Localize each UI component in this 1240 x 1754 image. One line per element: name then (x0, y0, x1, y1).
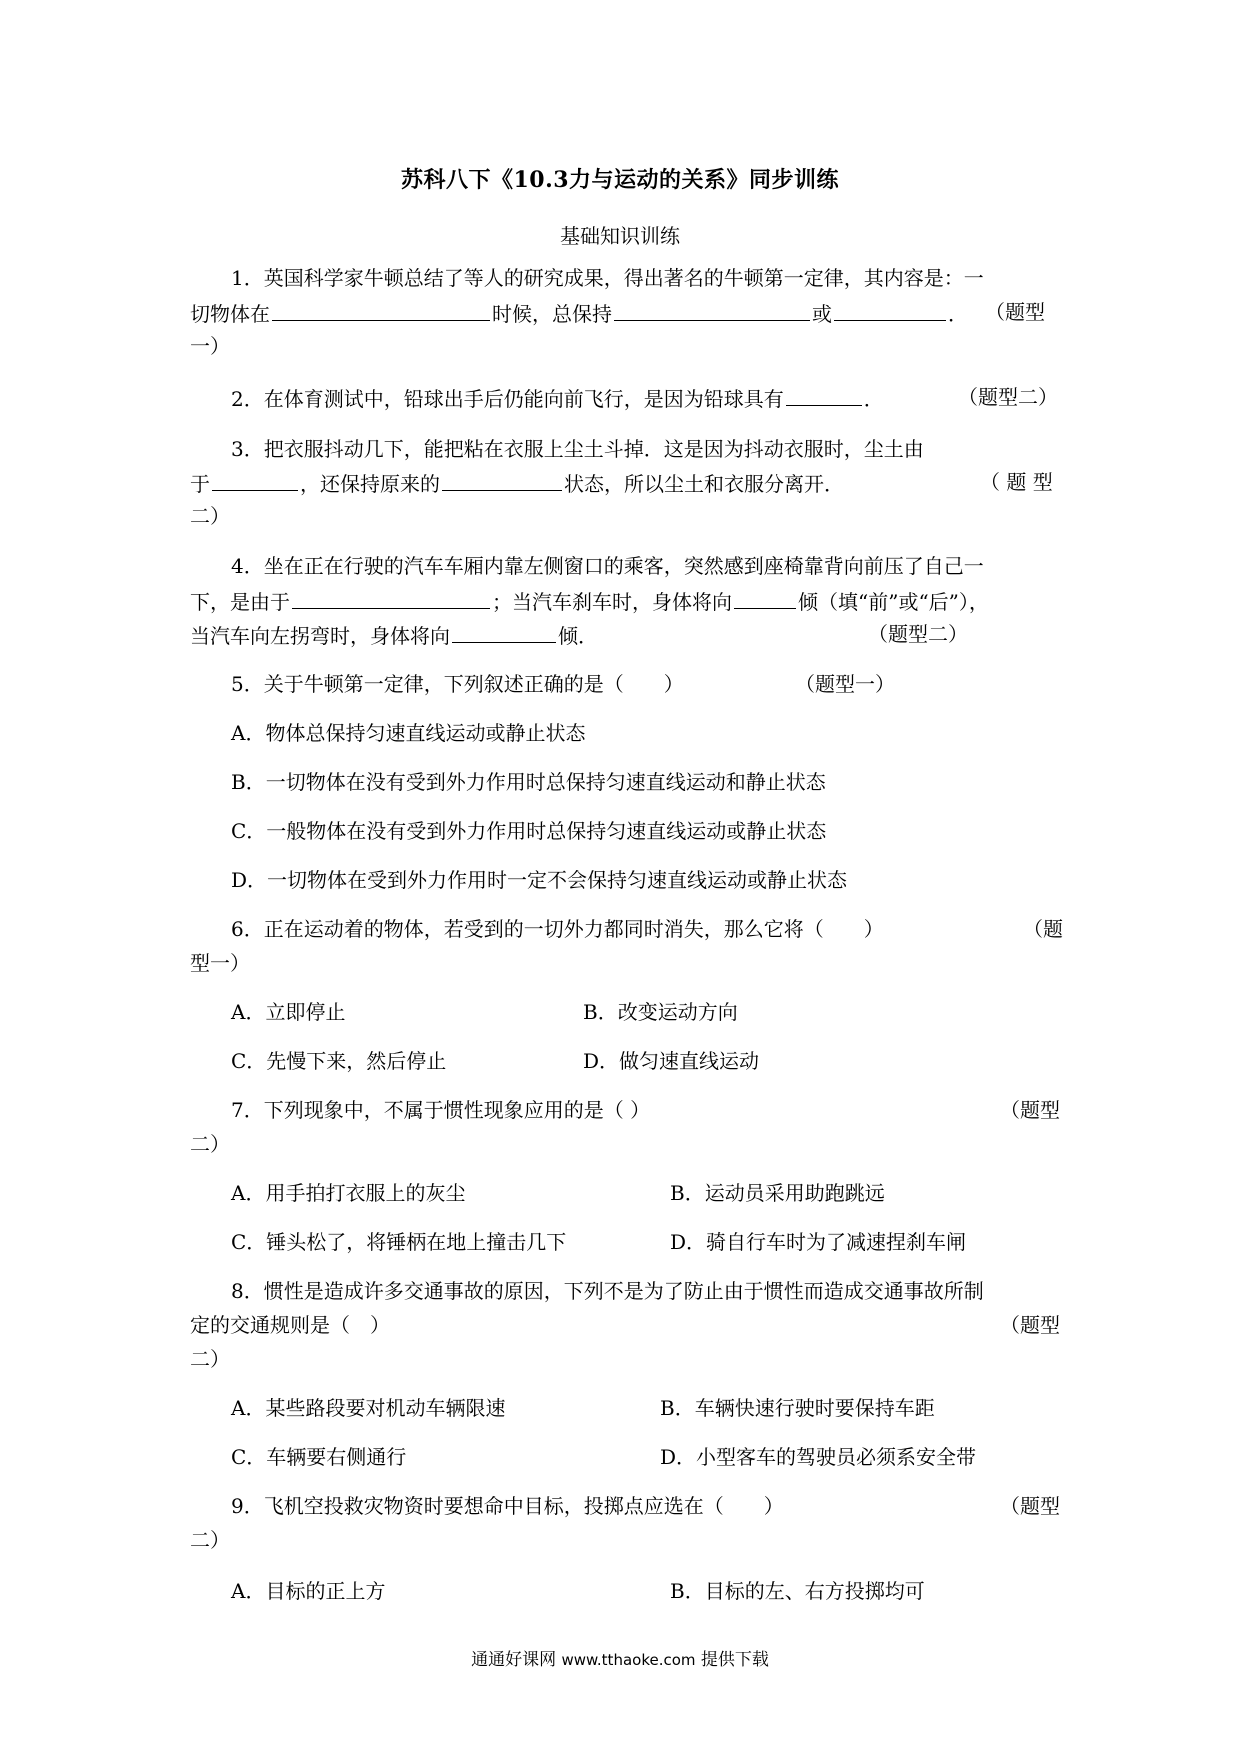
q6-option-c: C．先慢下来，然后停止 (231, 1049, 447, 1073)
q5-option-d: D．一切物体在受到外力作用时一定不会保持匀速直线运动或静止状态 (231, 868, 848, 892)
q7-option-b: B．运动员采用助跑跳远 (670, 1181, 885, 1205)
q3-type-tag-cont: 二） (190, 504, 230, 528)
q3-type-tag: （ 题 型 (980, 470, 1053, 494)
q3-text-c: 状态，所以尘土和衣服分离开． (564, 472, 844, 496)
q9-type-tag: （题型 (1000, 1494, 1060, 1518)
q5-option-b: B．一切物体在没有受到外力作用时总保持匀速直线运动和静止状态 (231, 770, 826, 794)
q8-type-tag-cont: 二） (190, 1347, 230, 1371)
q1-text-c: 或 (812, 302, 832, 326)
q5-option-c: C．一般物体在没有受到外力作用时总保持匀速直线运动或静止状态 (231, 819, 827, 843)
q1-text-d: ． (948, 302, 968, 326)
page-footer (0, 1645, 1240, 1670)
q4-line3 (190, 620, 598, 650)
q3-blank-1[interactable] (212, 468, 298, 491)
q1-type-tag: （题型 (985, 300, 1045, 324)
q4-blank-3[interactable] (452, 620, 556, 643)
q6-stem: 6．正在运动着的物体，若受到的一切外力都同时消失，那么它将（ ） (231, 917, 884, 941)
q8-option-a: A．某些路段要对机动车辆限速 (231, 1396, 506, 1420)
q8-line1: 8．惯性是造成许多交通事故的原因，下列不是为了防止由于惯性而造成交通事故所制 (231, 1279, 984, 1303)
q1-text-a: 切物体在 (190, 302, 270, 326)
q3-line1: 3．把衣服抖动几下，能把粘在衣服上尘土斗掉．这是因为抖动衣服时，尘土由 (231, 437, 924, 461)
q6-option-a: A．立即停止 (231, 1000, 346, 1024)
q2-blank-1[interactable] (786, 383, 862, 406)
q7-type-tag: （题型 (1000, 1098, 1060, 1122)
q9-stem: 9．飞机空投救灾物资时要想命中目标，投掷点应选在（ ） (231, 1494, 784, 1518)
q7-stem: 7．下列现象中，不属于惯性现象应用的是（ ） (231, 1098, 651, 1122)
footer-site-name: 通通好课网 (471, 1650, 557, 1670)
footer-suffix: 提供下载 (700, 1650, 769, 1670)
q5-stem: 5．关于牛顿第一定律，下列叙述正确的是（ ） (231, 672, 684, 696)
q4-text-e: 倾． (558, 624, 598, 648)
q7-option-d: D．骑自行车时为了减速捏刹车闸 (670, 1230, 967, 1254)
q4-type-tag: （题型二） (868, 622, 968, 646)
q7-option-a: A．用手拍打衣服上的灰尘 (231, 1181, 466, 1205)
q3-text-b: ，还保持原来的 (300, 472, 440, 496)
document-title: 苏科八下《10.3力与运动的关系》同步训练 (400, 167, 840, 193)
q8-option-b: B．车辆快速行驶时要保持车距 (660, 1396, 935, 1420)
q8-line2: 定的交通规则是（ ） (190, 1313, 390, 1337)
q9-type-tag-cont: 二） (190, 1528, 230, 1552)
q7-option-c: C．锤头松了，将锤柄在地上撞击几下 (231, 1230, 567, 1254)
q1-type-tag-cont: 一） (190, 334, 230, 358)
q3-text-a: 于 (190, 472, 210, 496)
q4-blank-1[interactable] (292, 586, 490, 609)
q3-line2 (190, 468, 844, 498)
q8-type-tag: （题型 (1000, 1313, 1060, 1337)
q2-end: ． (863, 387, 884, 411)
footer-url-link[interactable]: www.tthaoke.com (561, 1651, 696, 1669)
q9-option-a: A．目标的正上方 (231, 1579, 386, 1603)
q4-text-c: 倾（填“前”或“后”）， (798, 590, 989, 614)
q1-blank-3[interactable] (834, 298, 946, 321)
section-subtitle: 基础知识训练 (560, 224, 680, 248)
q6-option-d: D．做匀速直线运动 (583, 1049, 760, 1073)
q1-line1: 1．英国科学家牛顿总结了等人的研究成果，得出著名的牛顿第一定律，其内容是：一 (231, 266, 984, 290)
q1-blank-2[interactable] (614, 298, 810, 321)
q8-option-d: D．小型客车的驾驶员必须系安全带 (660, 1445, 977, 1469)
q1-line2 (190, 298, 968, 328)
q4-line2 (190, 586, 989, 616)
q7-type-tag-cont: 二） (190, 1132, 230, 1156)
q5-type-tag: （题型一） (795, 672, 895, 696)
q2-line (231, 383, 884, 413)
q1-blank-1[interactable] (272, 298, 490, 321)
q6-option-b: B．改变运动方向 (583, 1000, 738, 1024)
q8-option-c: C．车辆要右侧通行 (231, 1445, 407, 1469)
q6-type-tag: （题 (1023, 917, 1063, 941)
q4-text-a: 下，是由于 (190, 590, 290, 614)
q3-blank-2[interactable] (442, 468, 562, 491)
q4-line1: 4．坐在正在行驶的汽车车厢内靠左侧窗口的乘客，突然感到座椅靠背向前压了自己一 (231, 554, 984, 578)
q4-blank-2[interactable] (734, 586, 796, 609)
q2-text: 2．在体育测试中，铅球出手后仍能向前飞行，是因为铅球具有 (231, 387, 784, 411)
q4-text-b: ；当汽车刹车时，身体将向 (492, 590, 732, 614)
q1-text-b: 时候，总保持 (492, 302, 612, 326)
q4-text-d: 当汽车向左拐弯时，身体将向 (190, 624, 450, 648)
q5-option-a: A．物体总保持匀速直线运动或静止状态 (231, 721, 586, 745)
q2-type-tag: （题型二） (958, 385, 1058, 409)
q6-type-tag-cont: 型一） (190, 951, 250, 975)
q9-option-b: B．目标的左、右方投掷均可 (670, 1579, 925, 1603)
